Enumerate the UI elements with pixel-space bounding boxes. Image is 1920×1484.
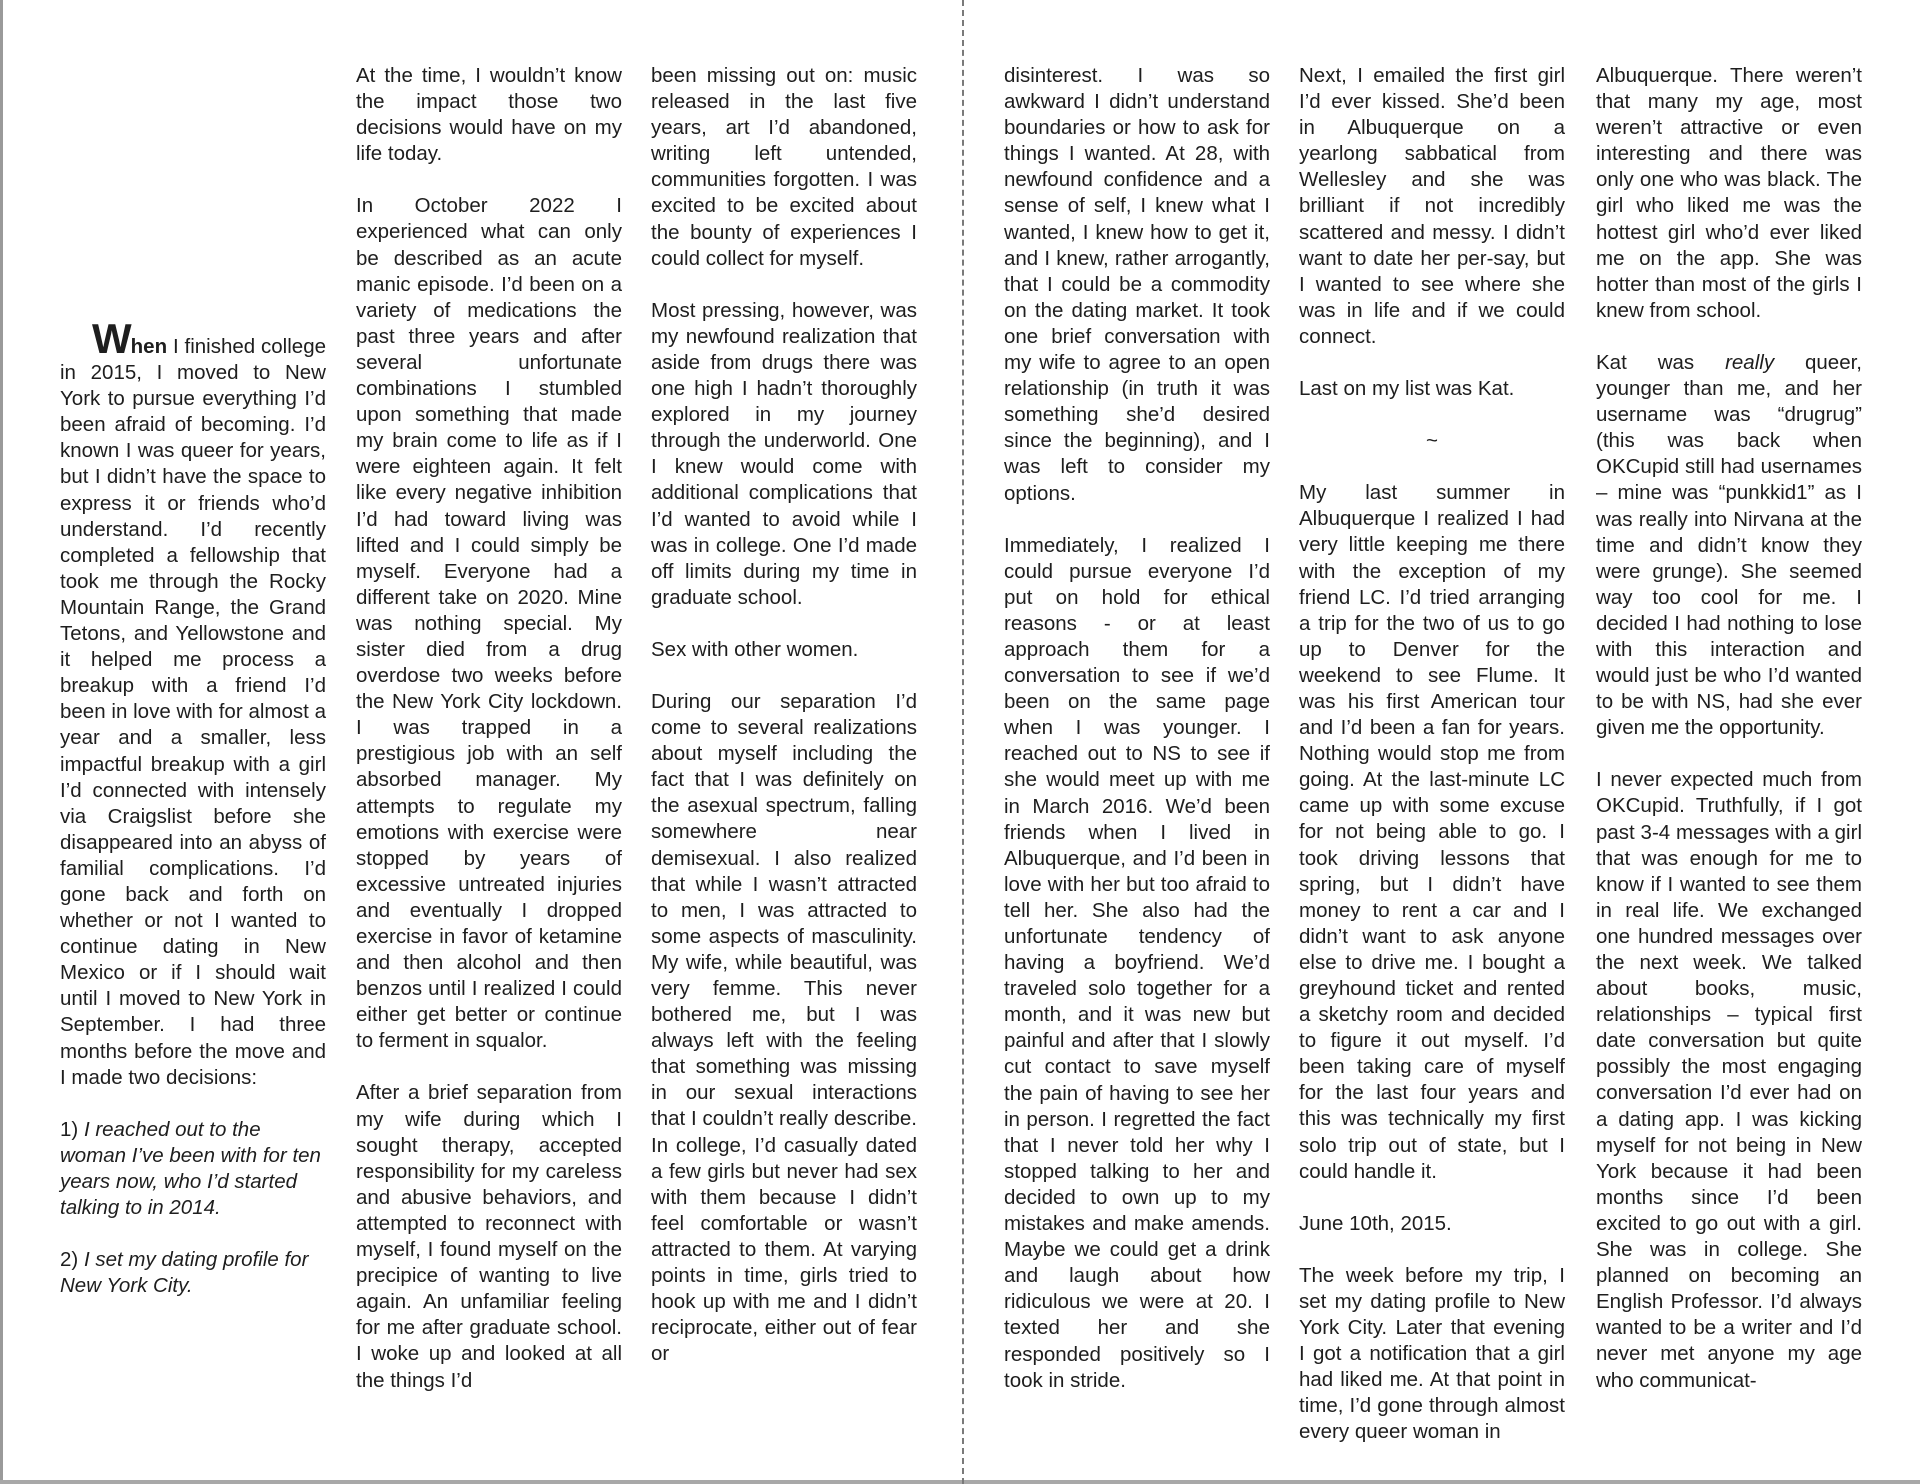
- section-break: ~: [1426, 429, 1438, 453]
- list-item: [60, 1247, 326, 1299]
- paragraph: After a brief separation from my wife during which I sought therapy, accepted responsibility for my careless and abusive behaviors, and attempted to reconnect with myself, I found myself on the precipice of wanting to live again. An unfamiliar feeling for me after graduate school. I woke up and looked at all the things I’d: [356, 1081, 622, 1392]
- list-item: [60, 1117, 326, 1221]
- page-edge-left: [0, 0, 3, 1484]
- paragraph: Albuquerque. There weren’t that many my age, most weren’t attractive or even interesting and there was only one who was black. The girl who liked me was the hottest girl who’d ever liked me on the app. She was hotter than most of the girls I knew from school.: [1596, 64, 1862, 322]
- list-item-text: I reached out to the woman I’ve been with for ten years now, who I’d started talking to in 2014.: [60, 1117, 321, 1219]
- emphasis-text: really: [1725, 350, 1775, 374]
- text-column-1: [60, 315, 326, 1299]
- paragraph: During our separation I’d come to several realizations about myself including the fact that I was definitely on the asexual spectrum, falling somewhere near demisexual. I also realized that while I wasn’t attracted to men, I was attracted to some aspects of masculinity. My wife, while beautiful, was very femme. This never bothered me, but I was always left with the feeling that something was missing in our sexual interactions that I couldn’t really describe. In college, I’d casually dated a few girls but never had sex with them because I didn’t feel comfortable or wasn’t attracted to them. At varying points in time, girls tried to hook up with me and I didn’t reciprocate, either out of fear or: [651, 689, 917, 1366]
- text-column-4: [1004, 63, 1270, 1394]
- paragraph: In October 2022 I experienced what can only be described as an acute manic episode. I’d been on a variety of medications the past three years and after several unfortunate combinations I stumbled upon something that made my brain come to life as if I were eighteen again. It felt like every negative inhibition I’d had toward living was lifted and I could simply be myself. Everyone had a different take on 2020. Mine was nothing special. My sister died from a drug overdose two weeks before the New York City lockdown. I was trapped in a prestigious job with an self absorbed manager. My attempts to regulate my emotions with exercise were stopped by years of excessive untreated injuries and eventually I dropped exercise in favor of ketamine and then alcohol and then benzos until I realized I could either get better or continue to ferment in squalor.: [356, 194, 622, 1053]
- paragraph: Most pressing, however, was my newfound realization that aside from drugs there was one high I hadn’t thoroughly explored in my journey through the underworld. One I knew would come with additional complications that I’d wanted to avoid while I was in college. One I’d made off limits during my time in graduate school.: [651, 298, 917, 609]
- paragraph: The week before my trip, I set my dating profile to New York City. Later that evening I got a notification that a girl had liked me. At that point in time, I’d gone through almost every queer woman in: [1299, 1263, 1565, 1444]
- paragraph: been missing out on: music released in the last five years, art I’d abandoned, writing left untended, communities forgotten. I was excited to be excited about the bounty of experiences I could collect for myself.: [651, 64, 917, 270]
- drop-cap: W: [92, 315, 131, 362]
- paragraph: Immediately, I realized I could pursue everyone I’d put on hold for ethical reasons - or at least approach them for a conversation to see if we’d been on the same page when I was younger. I reached out to NS to see if she would meet up with me in March 2016. We’d been friends when I lived in Albuquerque, and I’d been in love with her but too afraid to tell her. She also had the unfortunate tendency of having a boyfriend. We’d traveled solo together for a month, and it was new but painful and after that I slowly cut contact to save myself the pain of having to see her in person. I regretted the fact that I never told her why I stopped talking to her and decided to own up to my mistakes and make amends. Maybe we could get a drink and laugh about how ridiculous we were at 20. I texted her and she responded positively so I took in stride.: [1004, 533, 1270, 1392]
- list-number: 2): [60, 1248, 79, 1272]
- lead-in: hen: [130, 335, 168, 358]
- paragraph: At the time, I wouldn’t know the impact those two decisions would have on my life today.: [356, 64, 622, 166]
- text-column-5: [1299, 63, 1565, 1446]
- page-fold-divider: [962, 0, 964, 1484]
- paragraph: I never expected much from OKCupid. Truthfully, if I got past 3-4 messages with a girl that was enough for me to know if I wanted to see them in real life. We exchanged one hundred messages over the next week. We talked about books, music, relationships – typical first date conversation but quite possibly the most engaging conversation I’d ever had on a dating app. I was kicking myself for not being in New York because it had been months since I’d been excited to go out with a girl. She was in college. She planned on becoming an English Professor. I’d always wanted to be a writer and I’d never met anyone my age who communicat-: [1596, 768, 1862, 1392]
- paragraph-text: queer, younger than me, and her username was “drugrug” (this was back when OKCupid still had usernames – mine was “punkkid1” as I was really into Nirvana at the time and didn’t know they were grunge). She seemed way too cool for me. I decided I had nothing to lose with this interaction and would just be who I’d wanted to be with NS, had she ever given me the opportunity.: [1596, 350, 1862, 740]
- list-number: 1): [60, 1117, 79, 1141]
- paragraph: My last summer in Albuquerque I realized I had very little keeping me there with the exception of my friend LC. I’d tried arranging a trip for the two of us to go up to Denver for the weekend to see Flume. It was his first American tour and I’d been a fan for years. Nothing would stop me from going. At the last-minute LC came up with some excuse for not being able to go. I took driving lessons that spring, but I didn’t have money to rent a car and I didn’t want to ask anyone else to drive me. I bought a greyhound ticket and rented a sketchy room and decided to figure it out myself. I’d been taking care of myself for the last four years and this was technically my first solo trip out of state, but I could handle it.: [1299, 481, 1565, 1183]
- list-item-text: I set my dating profile for New York City.: [60, 1248, 309, 1298]
- paragraph-text: I finished college in 2015, I moved to New York to pursue everything I’d been afraid of becoming. I’d known I was queer for years, but I didn’t have the space to express it or friends who’d understand. I’d recently completed a fellowship that took me through the Rocky Mountain Range, the Grand Tetons, and Yellowstone and it helped me process a breakup with a friend I’d been in love with for almost a year and a smaller, less impactful breakup with a girl I’d connected with intensely via Craigslist before she disappeared into an abyss of familial complications. I’d gone back and forth on whether or not I wanted to continue dating in New Mexico or if I should wait until I moved to New York in September. I had three months before the move and I made two decisions:: [60, 335, 326, 1089]
- text-column-3: [651, 63, 917, 1367]
- lead-paragraph: [60, 315, 326, 1091]
- paragraph: Last on my list was Kat.: [1299, 377, 1515, 401]
- paragraph: June 10th, 2015.: [1299, 1211, 1452, 1235]
- text-column-2: [356, 63, 622, 1394]
- paragraph: [1596, 350, 1862, 741]
- paragraph-text: Kat was: [1596, 350, 1726, 374]
- page-edge-bottom: [0, 1480, 1920, 1484]
- text-column-6: [1596, 63, 1862, 1394]
- paragraph: disinterest. I was so awkward I didn’t understand boundaries or how to ask for things I wanted. At 28, with newfound confidence and a sense of self, I knew what I wanted, I knew how to get it, and I knew, rather arrogantly, that I could be a commodity on the dating market. It took one brief conversation with my wife to agree to an open relationship (in truth it was something she’d desired since the beginning), and I was left to consider my options.: [1004, 64, 1270, 505]
- paragraph: Sex with other women.: [651, 637, 859, 661]
- paragraph: Next, I emailed the first girl I’d ever kissed. She’d been in Albuquerque on a yearlong sabbatical from Wellesley and she was brilliant if not incredibly scattered and messy. I didn’t want to date her per-say, but I wanted to see where she was in life and if we could connect.: [1299, 64, 1565, 348]
